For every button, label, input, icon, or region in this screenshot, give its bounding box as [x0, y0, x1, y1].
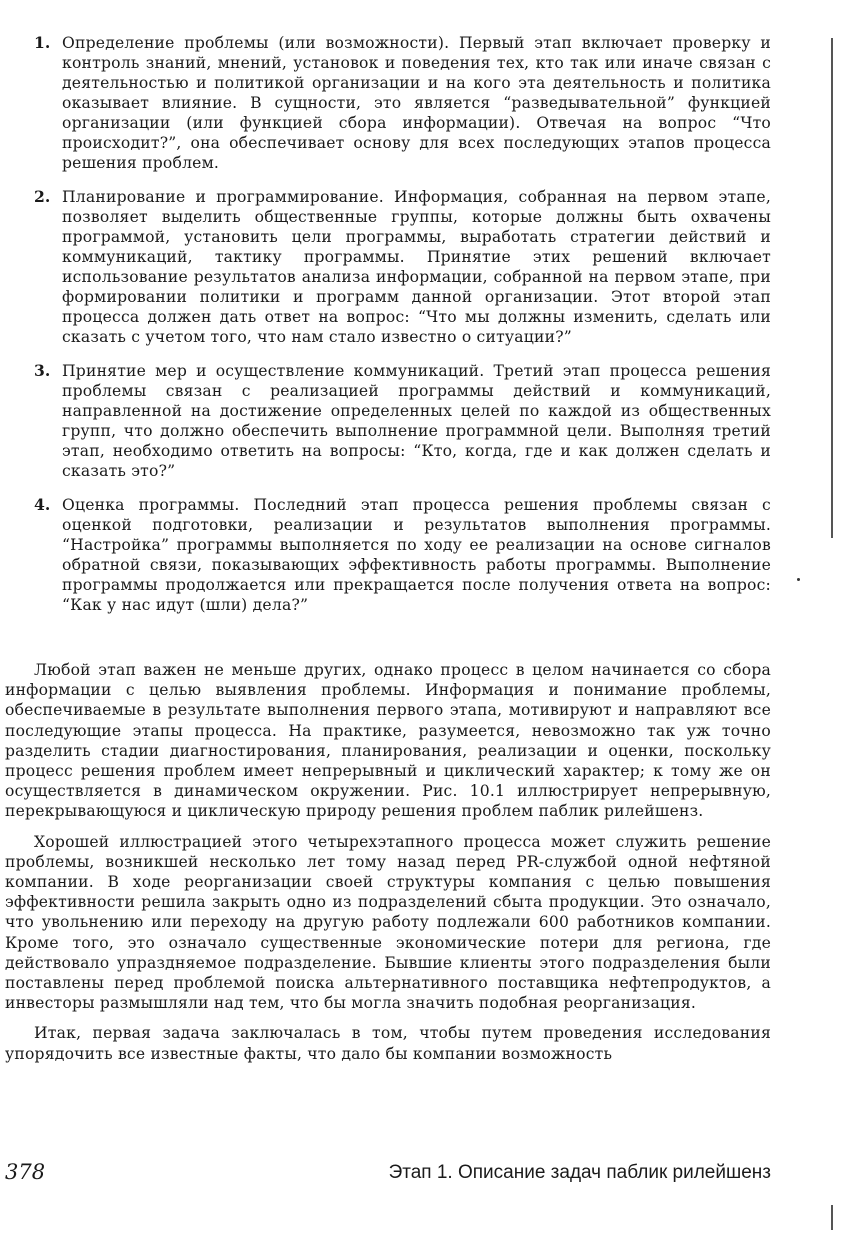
paragraph: Итак, первая задача заключалась в том, чтобы путем проведения исследования упорядочить все известные факты, что дало бы компании возможность [5, 1024, 771, 1063]
list-item-text: Принятие мер и осуществление коммуникаций. Третий этап процесса решения проблемы связан с реализацией программы действий и коммуникаций, направленной на достижение определенных целей по каждой из общественных групп, что должно обеспечить выполнение программной цели. Выполняя третий этап, необходимо ответить на вопросы: “Кто, когда, где и как должен сделать и сказать это?” [62, 362, 771, 480]
list-item [34, 361, 771, 481]
list-item-number: 4. [34, 495, 51, 514]
paragraph: Хорошей иллюстрацией этого четырехэтапного процесса может служить решение проблемы, возникшей несколько лет тому назад перед PR-службой одной нефтяной компании. В ходе реорганизации своей структуры компания с целью повышения эффективности решила закрыть одно из подразделений сбыта продукции. Это означало, что увольнению или переходу на другую работу подлежали 600 работников компании. Кроме того, это означало существенные экономические потери для региона, где действовало упраздняемое подразделение. Бывшие клиенты этого подразделения были поставлены перед проблемой поиска альтернативного поставщика нефтепродуктов, а инвесторы размышляли над тем, что бы могла значить подобная реорганизация. [5, 832, 771, 1013]
scan-margin-line [831, 38, 833, 538]
list-item-number: 2. [34, 187, 51, 206]
scan-speck [797, 578, 800, 581]
page-footer [5, 1160, 771, 1190]
list-item [34, 187, 771, 347]
list-item-text: Планирование и программирование. Информация, собранная на первом этапе, позволяет выделить общественные группы, которые должны быть охвачены программой, установить цели программы, выработать стратегии действий и коммуникаций, тактику программы. Принятие этих решений включает использование результатов анализа информации, собранной на первом этапе, при формировании политики и программ данной организации. Этот второй этап процесса должен дать ответ на вопрос: “Что мы должны изменить, сделать или сказать с учетом того, что нам стало известно о ситуации?” [62, 188, 771, 346]
page-number: 378 [5, 1160, 46, 1184]
list-item [34, 495, 771, 615]
process-steps-list [34, 33, 771, 629]
body-text [5, 660, 771, 1074]
list-item-number: 1. [34, 33, 51, 52]
list-item-number: 3. [34, 361, 51, 380]
list-item [34, 33, 771, 173]
running-head: Этап 1. Описание задач паблик рилейшенз [388, 1162, 771, 1183]
list-item-text: Оценка программы. Последний этап процесса решения проблемы связан с оценкой подготовки, реализации и результатов выполнения программы. “Настройка” программы выполняется по ходу ее реализации на основе сигналов обратной связи, показывающих эффективность работы программы. Выполнение программы продолжается или прекращается после получения ответа на вопрос: “Как у нас идут (шли) дела?” [62, 496, 771, 614]
scan-margin-line [831, 1205, 833, 1230]
paragraph: Любой этап важен не меньше других, однако процесс в целом начинается со сбора информации с целью выявления проблемы. Информация и понимание проблемы, обеспечиваемые в результате выполнения первого этапа, мотивируют и направляют все последующие этапы процесса. На практике, разумеется, невозможно так уж точно разделить стадии диагностирования, планирования, реализации и оценки, поскольку процесс решения проблем имеет непрерывный и циклический характер; к тому же он осуществляется в динамическом окружении. Рис. 10.1 иллюстрирует непрерывную, перекрывающуюся и циклическую природу решения проблем паблик рилейшенз. [5, 661, 771, 821]
list-item-text: Определение проблемы (или возможности). Первый этап включает проверку и контроль знаний, мнений, установок и поведения тех, кто так или иначе связан с деятельностью и политикой организации и на кого эта деятельность и политика оказывает влияние. В сущности, это является “разведывательной” функцией организации (или функцией сбора информации). Отвечая на вопрос “Что происходит?”, она обеспечивает основу для всех последующих этапов процесса решения проблем. [62, 34, 771, 172]
